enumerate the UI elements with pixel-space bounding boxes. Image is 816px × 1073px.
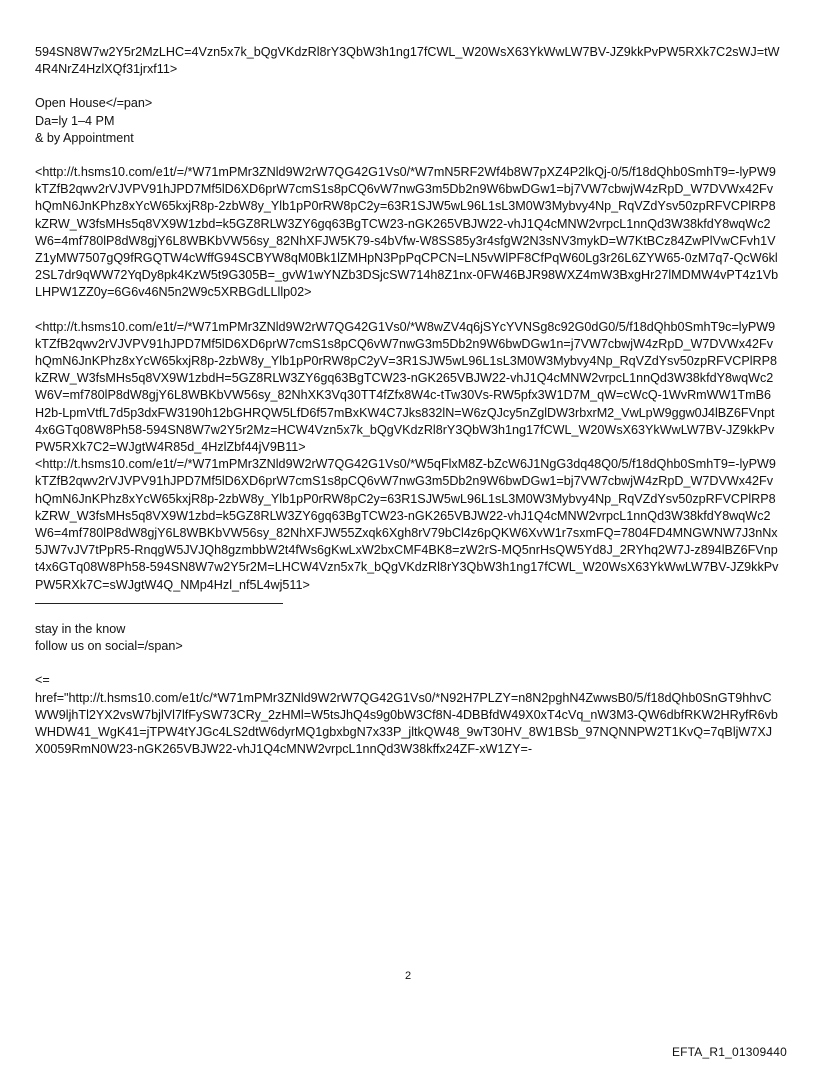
tracking-link-3[interactable]: <http://t.hsms10.com/e1t/=/*W71mPMr3ZNld9W2rW7QG42G1Vs0/*W5qFlxM8Z-bZcW6J1NgG3dq48Q0/5/f18dQhb0SmhT9=-lyPW9kTZfB2qwv2rVJVPV91hJPD7Mf5lD6XD6prW7cmS1s8pCQ6vW7nwG3m5Db2n9W6bwDGw1=bj7VW7cbwjW4zRpD_W7DVWx42FvhQmN6JnKPhz8xYcW65kxjR8p-2zbW8y_Ylb1pP0rRW8pC2y=63R1SJW5wL96L1sL3M0W3Mybvy4Np_RqVZdYsv50zpRFVCPlRP8kZRW_W3fsMHs5q8VX9W1zbd=k5GZ8RLW3ZY6gq63BgTCW23-nGK265VBJW22-vhJ1Q4cMNW2vrpcL1nnQd3W38kfdY8wqWc2W6=4mf780lP8dW8gjY6L8WBKbVW56sy_82NhXFJW55Zxqk6Xgh8rV79bCl4z6pQKW6XvW1r7sxmFQ=7804FD4MNGWNW7J3nNx5JW7vJV7tPpR5-RnqgW5JVJQh8gzmbbW2t4fWs6gKwLxW2bxCMF4BK8=zW2rS-MQ5nrHsQW5Yd8J_2RYhq2W7J-z894lBZ6FVnpt4x6GTq08W8Ph58-594SN8W7w2Y5r2M=LHCW4Vzn5x7k_bQgVKdzRl8rY3QbW3h1ng17fCWL_W20WsX63YkWwLW7BV-JZ9kkPvPW5RXk7C=sWJgtW4Q_NMp4Hzl_nf5L4wj511> [35,457,779,592]
encoded-link-tail: 594SN8W7w2Y5r2MzLHC=4Vzn5x7k_bQgVKdzRl8rY3QbW3h1ng17fCWL_W20WsX63YkWwLW7BV-JZ9kkPvPW5RXk7C2sWJ=tW4R4NrZ4HzlXQf31jrxf11> [35,45,780,77]
tracking-link-2[interactable]: <http://t.hsms10.com/e1t/=/*W71mPMr3ZNld9W2rW7QG42G1Vs0/*W8wZV4q6jSYcYVNSg8c92G0dG0/5/f18dQhb0SmhT9c=lyPW9kTZfB2qwv2rVJVPV91hJPD7Mf5lD6XD6prW7cmS1s8pCQ6vW7nwG3m5Db2n9W6bwDGw1n=j7VW7cbwjW4zRpD_W7DVWx42FvhQmN6JnKPhz8xYcW65kxjR8p-2zbW8y_Ylb1pP0rRW8pC2yV=3R1SJW5wL96L1sL3M0W3Mybvy4Np_RqVZdYsv50zpRFVCPlRP8kZRW_W3fsMHs5q8VX9W1zbdH=5GZ8RLW3ZY6gq63BgTCW23-nGK265VBJW22-vhJ1Q4cMNW2vrpcL1nnQd3W38kfdY8wqWc2W6V=mf780lP8dW8gjY6L8WBKbVW56sy_82NhXK3Vq30TT4fZfx8W4c-tTw30Vs-RW5pfx3W1D7M_qW=cWcQ-1WvRmWW1TmB6H2b-LpmVtfL7d5p3dxFW3190h12bGHRQW5LfD6f57mBxKW4C7Jks832lN=W6zQJcy5nZglDW3rbxrM2_VwLpW9ggw0J4lBZ6FVnpt4x6GTq08W8Ph58-594SN8W7w2Y5r2Mz=HCW4Vzn5x7k_bQgVKdzRl8rY3QbW3h1ng17fCWL_W20WsX63YkWwLW7BV-JZ9kkPvPW5RXk7C2=WJgtW4R85d_4HzlZbf44jV9B11> [35,319,778,455]
page-number: 2 [404,970,412,982]
appointment-line: & by Appointment [35,130,134,145]
hours-line: Da=ly 1–4 PM [35,113,115,128]
stay-in-the-know: stay in the know [35,621,126,636]
anchor-fragment: <= [35,673,50,688]
href-link[interactable]: href="http://t.hsms10.com/e1t/c/*W71mPMr3ZNld9W2rW7QG42G1Vs0/*N92H7PLZY=n8N2pghN4ZwwsB0/5/f18dQhb0SnGT9hhvCWW9ljhTl2YX2vsW7bjlVl7lfFySW73CRy_2zHMl=W5tsJhQ4s9g0bW3Cf8N-4DBBfdW49X0xT4cVq_nW3M3-QW6dbfRKW2HRyfR6vbWHDW41_WgK41=jTPW4tYJGc4LS2dtW6dyrMQ1gbxbgN7x33P_jltkQW48_9wT30HV_8W1BSb_97NQNNPW2T1KvQ=7qBljW7XJX0059RmN0W23-nGK265VBJW22-vhJ1Q4cMNW2vrpcL1nnQd3W38kffx24ZF-xW1ZY=- [35,690,778,757]
document-id: EFTA_R1_01309440 [671,1045,787,1059]
follow-us-line: follow us on social=/span> [35,639,183,654]
paragraph-gap [35,655,780,672]
email-body [35,44,780,758]
paragraph-gap [35,78,780,95]
open-house-line: Open House</=pan> [35,96,153,111]
paragraph-gap [35,302,780,319]
horizontal-rule [35,603,283,604]
tracking-link-1[interactable]: <http://t.hsms10.com/e1t/=/*W71mPMr3ZNld9W2rW7QG42G1Vs0/*W7mN5RF2Wf4b8W7pXZ4P2lkQj-0/5/f18dQhb0SmhT9=-lyPW9kTZfB2qwv2rVJVPV91hJPD7Mf5lD6XD6prW7cmS1s8pCQ6vW7nwG3m5Db2n9W6bwDGw1=bj7VW7cbwjW4zRpD_W7DVWx42FvhQmN6JnKPhz8xYcW65kxjR8p-2zbW8y_Ylb1pP0rRW8pC2y=63R1SJW5wL96L1sL3M0W3Mybvy4Np_RqVZdYsv50zpRFVCPlRP8kZRW_W3fsMHs5q8VX9W1zbd=k5GZ8RLW3ZY6gq63BgTCW23-nGK265VBJW22-vhJ1Q4cMNW2vrpcL1nnQd3W38kfdY8wqWc2W6=4mf780lP8dW8gjY6L8WBKbVW56sy_82NhXFJW5K79-s4bVfw-W8SS85y3r4sfgW2N3sNV3mykD=W7KtBCz84ZwPlVwCFvh1VZ1yMW7507gQ9fRGQTW4cWffG94SCBYW8qM0Bk1lZMHpN3PpPqCPCN=LN5vWlPF8CfPqW60Lg3r26L6ZYW65-0zM7q7-QcW6kl2SL7dr9qWW72YqDy8pk4KzW5t9G305B=_gvW1wYNZb3DSjcSW714h8Z1nx-0FW46BJR98WXZ4mW3BxgHr27lMDMW4vPT4z1VbLHPW1ZZ0y=6G6v46N5n2W9c5XRBGdLLllp02> [35,165,779,300]
paragraph-gap [35,147,780,164]
